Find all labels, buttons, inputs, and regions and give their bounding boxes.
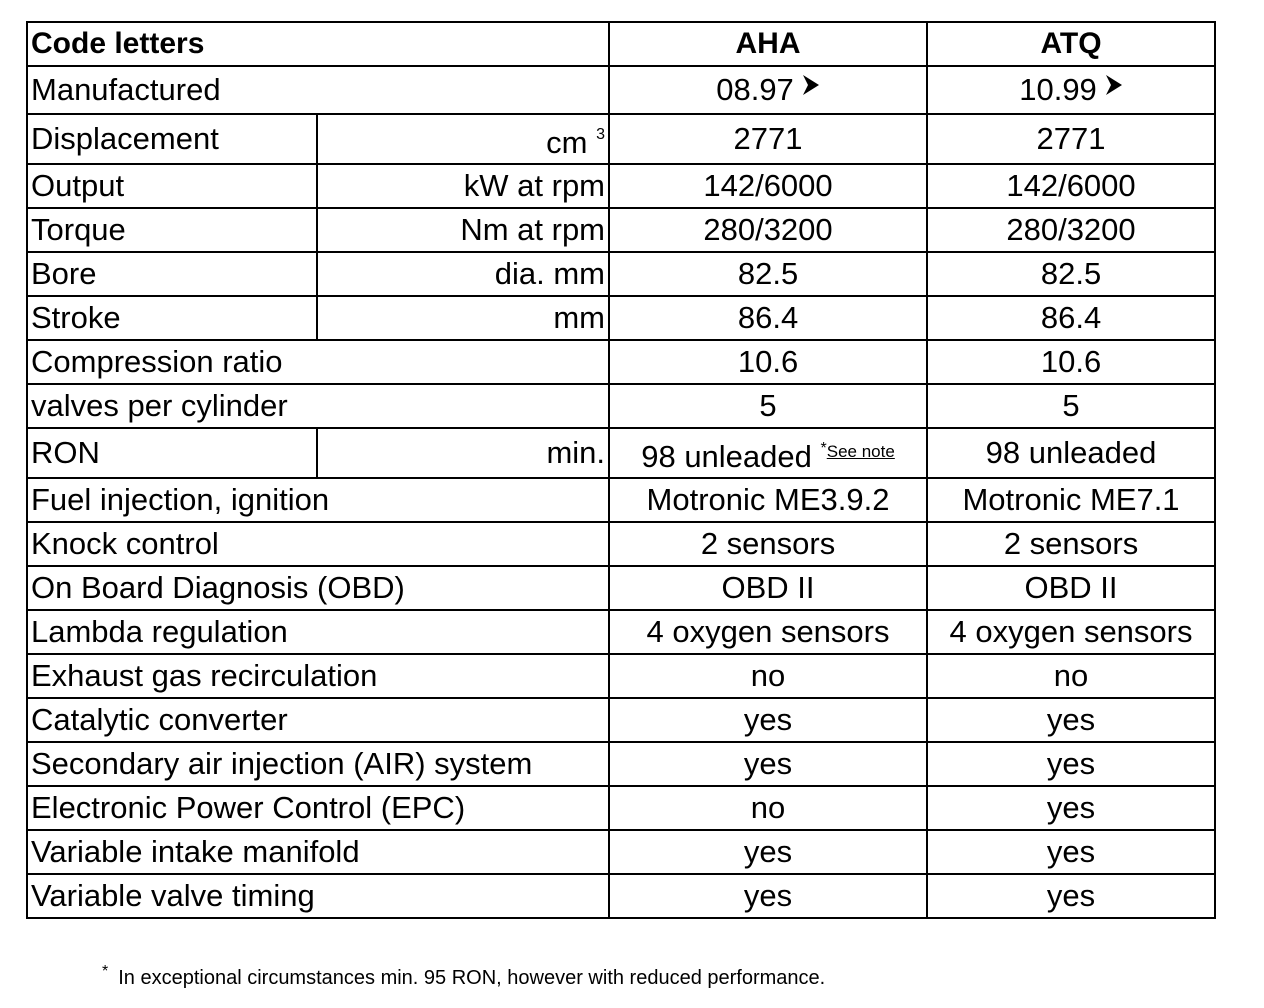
- value-atq: OBD II: [927, 566, 1215, 610]
- see-note-link[interactable]: See note: [826, 442, 895, 461]
- table-row: [27, 114, 1215, 164]
- value-aha: yes: [609, 698, 927, 742]
- value-aha: [609, 428, 927, 478]
- row-label: Secondary air injection (AIR) system: [27, 742, 609, 786]
- row-label: Variable valve timing: [27, 874, 609, 918]
- value-atq: Motronic ME7.1: [927, 478, 1215, 522]
- table-row: [27, 830, 1215, 874]
- row-label: Knock control: [27, 522, 609, 566]
- row-label: Manufactured: [27, 66, 609, 114]
- value-aha: no: [609, 786, 927, 830]
- unit-superscript: 3: [596, 126, 606, 143]
- row-label: Displacement: [27, 114, 317, 164]
- row-label: Exhaust gas recirculation: [27, 654, 609, 698]
- row-unit: mm: [317, 296, 609, 340]
- table-row: [27, 874, 1215, 918]
- row-label: RON: [27, 428, 317, 478]
- value-aha: yes: [609, 874, 927, 918]
- footnote: [102, 963, 825, 990]
- table-row: [27, 340, 1215, 384]
- table-row: [27, 296, 1215, 340]
- value-aha: 2 sensors: [609, 522, 927, 566]
- row-label: Fuel injection, ignition: [27, 478, 609, 522]
- value-atq: yes: [927, 786, 1215, 830]
- table-row: [27, 654, 1215, 698]
- table-row: [27, 610, 1215, 654]
- value-aha: 82.5: [609, 252, 927, 296]
- value-atq: [927, 66, 1215, 114]
- header-label: Code letters: [27, 22, 609, 66]
- table-header-row: [27, 22, 1215, 66]
- value-aha: yes: [609, 830, 927, 874]
- table-row: [27, 698, 1215, 742]
- value-atq: 82.5: [927, 252, 1215, 296]
- header-col-atq: ATQ: [927, 22, 1215, 66]
- row-label: On Board Diagnosis (OBD): [27, 566, 609, 610]
- table-row: [27, 786, 1215, 830]
- table-row: [27, 384, 1215, 428]
- value-text: 08.97: [716, 72, 794, 107]
- value-aha: 86.4: [609, 296, 927, 340]
- row-unit: kW at rpm: [317, 164, 609, 208]
- table-row: [27, 742, 1215, 786]
- table-row: [27, 252, 1215, 296]
- value-atq: 5: [927, 384, 1215, 428]
- table-row: [27, 66, 1215, 114]
- value-aha: 2771: [609, 114, 927, 164]
- value-atq: 86.4: [927, 296, 1215, 340]
- value-aha: yes: [609, 742, 927, 786]
- table-row: [27, 522, 1215, 566]
- value-atq: yes: [927, 742, 1215, 786]
- value-atq: 98 unleaded: [927, 428, 1215, 478]
- row-label: Torque: [27, 208, 317, 252]
- table-row: [27, 478, 1215, 522]
- table-row: [27, 164, 1215, 208]
- row-label: Lambda regulation: [27, 610, 609, 654]
- unit-text: cm: [546, 125, 588, 160]
- row-label: Bore: [27, 252, 317, 296]
- footnote-text: In exceptional circumstances min. 95 RON, however with reduced performance.: [118, 967, 826, 989]
- row-label: Compression ratio: [27, 340, 609, 384]
- value-atq: 2 sensors: [927, 522, 1215, 566]
- value-text: 10.99: [1019, 72, 1097, 107]
- row-unit: min.: [317, 428, 609, 478]
- table-row: [27, 428, 1215, 478]
- row-label: Electronic Power Control (EPC): [27, 786, 609, 830]
- value-aha: [609, 66, 927, 114]
- value-atq: yes: [927, 874, 1215, 918]
- value-aha: 10.6: [609, 340, 927, 384]
- value-atq: 280/3200: [927, 208, 1215, 252]
- value-atq: 2771: [927, 114, 1215, 164]
- value-atq: no: [927, 654, 1215, 698]
- row-unit: dia. mm: [317, 252, 609, 296]
- table-row: [27, 208, 1215, 252]
- value-aha: no: [609, 654, 927, 698]
- arrow-right-icon: [1105, 74, 1123, 96]
- table-row: [27, 566, 1215, 610]
- value-atq: yes: [927, 698, 1215, 742]
- value-atq: 10.6: [927, 340, 1215, 384]
- header-col-aha: AHA: [609, 22, 927, 66]
- arrow-right-icon: [802, 74, 820, 96]
- value-aha: 280/3200: [609, 208, 927, 252]
- row-label: valves per cylinder: [27, 384, 609, 428]
- row-unit: Nm at rpm: [317, 208, 609, 252]
- row-label: Catalytic converter: [27, 698, 609, 742]
- value-text: 98 unleaded: [641, 439, 812, 474]
- footnote-marker: *: [102, 963, 109, 980]
- value-atq: 4 oxygen sensors: [927, 610, 1215, 654]
- value-atq: 142/6000: [927, 164, 1215, 208]
- row-label: Stroke: [27, 296, 317, 340]
- value-aha: Motronic ME3.9.2: [609, 478, 927, 522]
- row-label: Output: [27, 164, 317, 208]
- value-aha: 142/6000: [609, 164, 927, 208]
- row-label: Variable intake manifold: [27, 830, 609, 874]
- engine-spec-table: [26, 21, 1216, 919]
- row-unit: [317, 114, 609, 164]
- note-marker: *: [820, 440, 827, 457]
- value-aha: 5: [609, 384, 927, 428]
- value-aha: OBD II: [609, 566, 927, 610]
- value-aha: 4 oxygen sensors: [609, 610, 927, 654]
- value-atq: yes: [927, 830, 1215, 874]
